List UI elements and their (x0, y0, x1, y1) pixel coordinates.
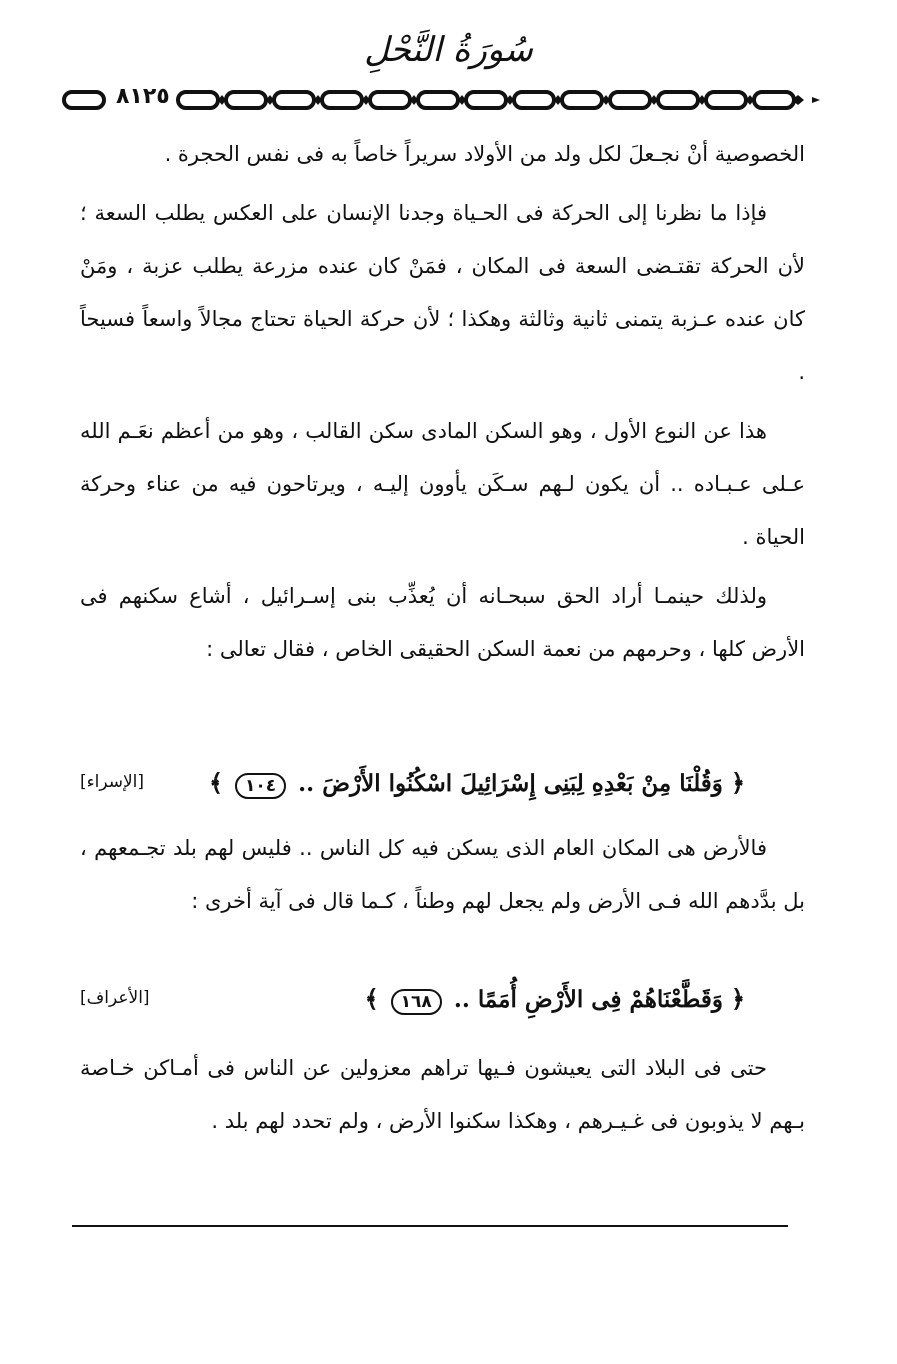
verse-2-number: ١٦٨ (391, 989, 442, 1015)
verse-2-surah-reference: [الأعراف] (80, 988, 150, 1008)
paragraph-2: فإذا ما نظرنا إلى الحركة فى الحـياة وجدنا الإنسان على العكس يطلب السعة ؛ لأن الحركة تقتـضى السعة فى المكان ، فمَنْ كان عنده مزرعة يطلب عزبة ، ومَنْ كان عنده عـزبة يتمنى ثانية وثالثة وهكذا ؛ لأن حركة الحياة تحتاج مجالاً واسعاً فسيحاً . (80, 201, 805, 384)
paragraph-1: الخصوصية أنْ نجـعلَ لكل ولد من الأولاد سريراً خاصاً به فى نفس الحجرة . (164, 142, 805, 166)
chain-ornament-icon (60, 85, 825, 115)
paragraph-3: هذا عن النوع الأول ، وهو السكن المادى سكن القالب ، وهو من أعظم نعَـم الله عـلى عـبـاده .. أن يكون لـهم سـكَن يأوون إليـه ، ويرتاحون فيه من عناء وحركة الحياة . (80, 419, 805, 549)
decorative-header-band (60, 85, 825, 115)
verse-1-text (209, 768, 745, 799)
verse-open-bracket: ﴿ (730, 768, 745, 797)
verse-2-text (365, 984, 745, 1015)
verse-1-arabic: وَقُلْنَا مِنْ بَعْدِهِ لِبَنِى إِسْرَائِيلَ اسْكُنُوا الأَرْضَ .. (298, 770, 723, 797)
verse-close-bracket: ﴾ (208, 768, 223, 797)
page-number: ٨١٢٥ (112, 84, 174, 109)
verse-2-arabic: وَقَطَّعْنَاهُمْ فِى الأَرْضِ أُمَمًا .. (453, 986, 723, 1013)
quran-verse-1 (80, 768, 805, 818)
surah-title: سُورَةُ النَّحْلِ (364, 30, 533, 70)
paragraph-4: ولذلك حينمـا أراد الحق سبحـانه أن يُعذِّب بنى إسـرائيل ، أشاع سكنهم فى الأرض كلها ، وحرمهم من نعمة السكن الحقيقى الخاص ، فقال تعالى : (80, 584, 805, 661)
text-block-middle (80, 822, 805, 928)
verse-1-surah-reference: [الإسراء] (80, 772, 145, 792)
verse-1-number: ١٠٤ (235, 773, 286, 799)
text-block-bottom (80, 1042, 805, 1148)
paragraph-6: حتى فى البلاد التى يعيشون فـيها تراهم معزولين عن الناس فى أمـاكن خـاصة بـهم لا يذوبون فى غـيـرهم ، وهكذا سكنوا الأرض ، ولم تحدد لهم بلد . (80, 1056, 805, 1133)
footer-divider (72, 1225, 788, 1227)
verse-close-bracket: ﴾ (364, 984, 379, 1013)
text-block-top (80, 128, 805, 676)
verse-open-bracket: ﴿ (730, 984, 745, 1013)
quran-verse-2 (80, 984, 805, 1034)
paragraph-5: فالأرض هى المكان العام الذى يسكن فيه كل الناس .. فليس لهم بلد تجـمعهم ، بل بدَّدهم الله فـى الأرض ولم يجعل لهم وطناً ، كـما قال فى آية أخرى : (80, 836, 805, 913)
